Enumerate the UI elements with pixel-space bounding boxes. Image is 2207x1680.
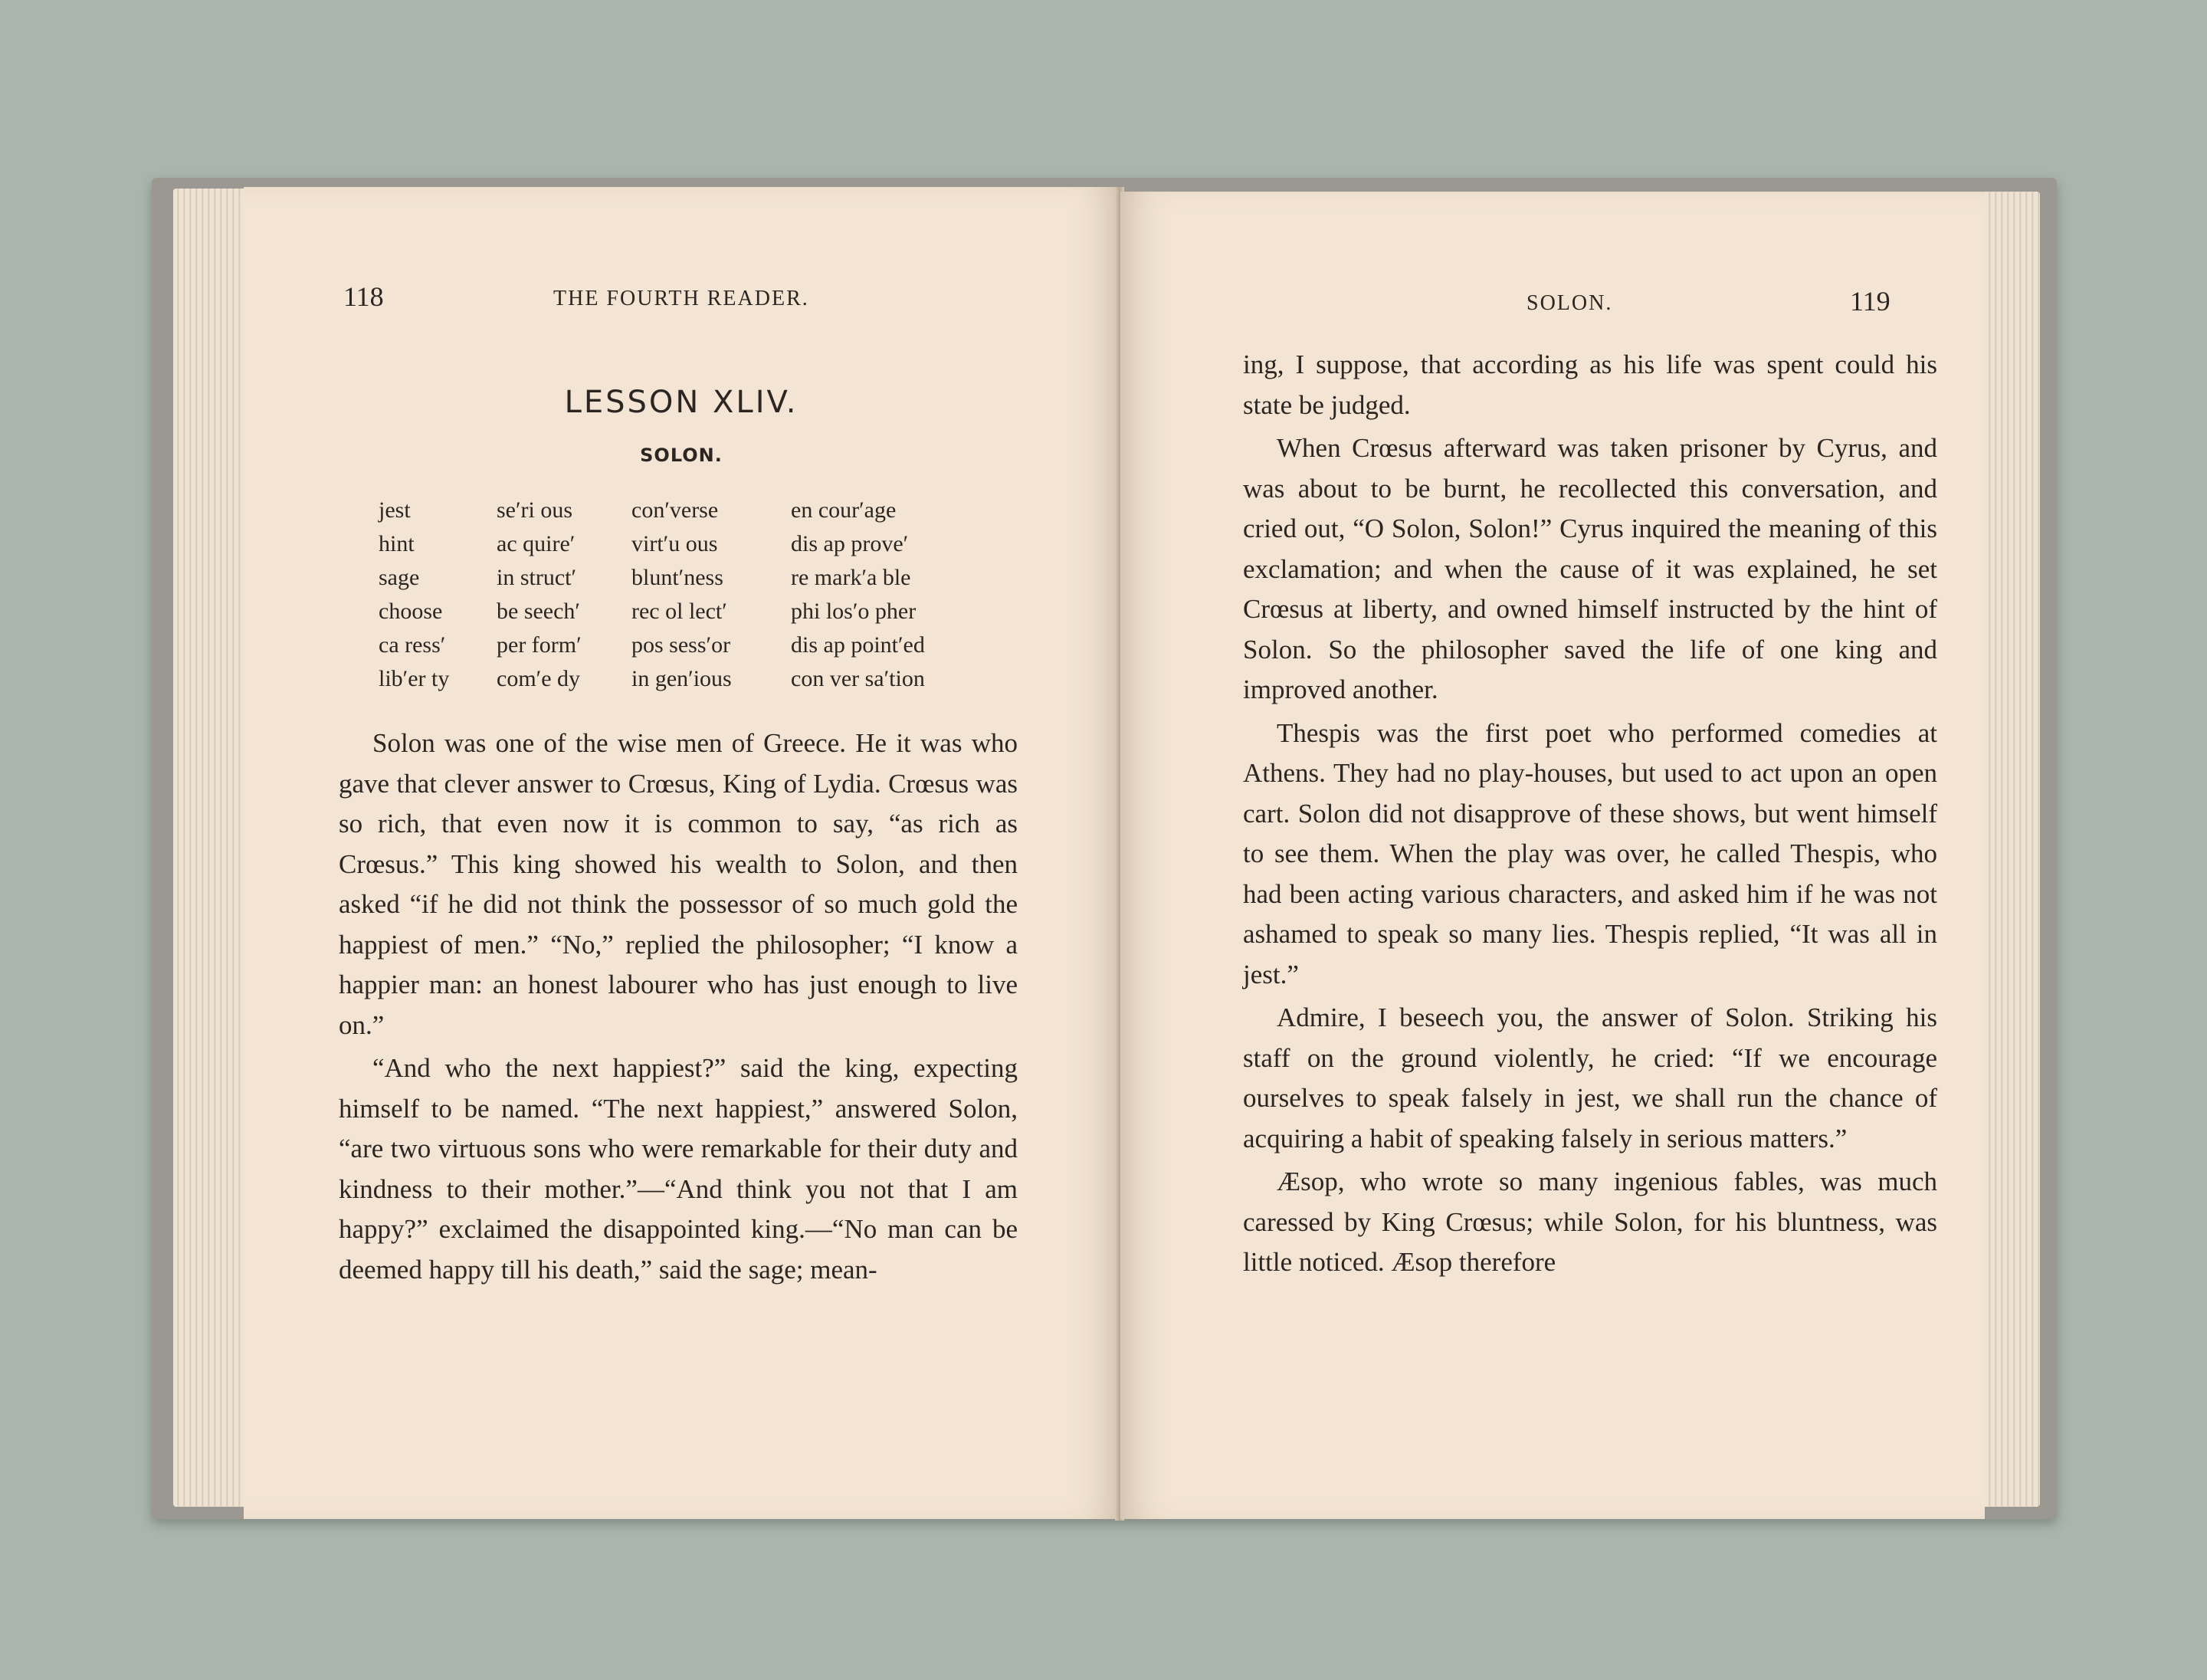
paragraph: “And who the next happiest?” said the king, expecting himself to be named. “The next happiest,” answered Solon, “are two virtuous sons who were remarkable for their duty and kindness to their mother.”—“And think you not that I am happy?” exclaimed the disappointed king.—“No man can be deemed happy till his death,” said the sage; mean- (339, 1053, 1018, 1285)
page-number: 119 (1850, 286, 1891, 317)
vocab-column (631, 494, 791, 696)
vocab-word: sage (379, 565, 420, 590)
vocab-word: ac quire′ (497, 531, 576, 556)
running-head: THE FOURTH READER. (553, 287, 809, 310)
vocab-word: phi los′o pher (791, 599, 917, 624)
vocab-word: dis ap prove′ (791, 531, 909, 556)
body-text (339, 724, 1018, 1293)
vocab-word: con ver sa′tion (791, 666, 925, 691)
left-page (244, 187, 1119, 1519)
running-head: SOLON. (1527, 291, 1613, 315)
paragraph: Thespis was the first poet who performed comedies at Athens. They had no play-houses, but used to act upon an open cart. Solon did not disapprove of these shows, but went himself to see them. When the play was over, he called Thespis, who had been acting various characters, and asked him if he was not ashamed to speak so many lies. Thespis replied, “It was all in jest.” (1243, 717, 1937, 989)
vocab-word: in gen′ious (631, 666, 732, 691)
lesson-subtitle: SOLON. (640, 445, 723, 466)
vocab-word: jest (379, 497, 411, 523)
vocab-word: hint (379, 531, 415, 556)
vocab-word: dis ap point′ed (791, 632, 925, 658)
paragraph: Solon was one of the wise men of Greece. He it was who gave that clever answer to Crœsus, King of Lydia. Crœsus was so rich, that even now it is common to say, “as rich as Crœsus.” This king showed his wealth to Solon, and then asked “if he did not think the possessor of so much gold the happiest of men.” “No,” replied the philosopher; “I know a happier man: an honest labourer who has just enough to live on.” (339, 728, 1018, 1040)
vocab-column (497, 494, 631, 696)
right-page (1120, 192, 1985, 1519)
body-text (1243, 345, 1937, 1286)
vocab-word: pos sess′or (631, 632, 731, 658)
vocab-word: blunt′ness (631, 565, 723, 590)
vocab-word: con′verse (631, 497, 719, 523)
vocab-word: choose (379, 599, 443, 624)
paragraph: ing, I suppose, that according as his life was spent could his state be judged. (1243, 349, 1937, 420)
vocab-word: ca ress′ (379, 632, 446, 658)
vocab-word: per form′ (497, 632, 582, 658)
vocab-word: be seech′ (497, 599, 580, 624)
vocab-word: in struct′ (497, 565, 577, 590)
paragraph: Admire, I beseech you, the answer of Solon. Striking his staff on the ground violently, he cried: “If we encourage ourselves to speak falsely in jest, we shall run the chance of acquiring a habit of speaking falsely in serious matters.” (1243, 1002, 1937, 1153)
vocab-word: en cour′age (791, 497, 897, 523)
vocab-column (791, 494, 982, 696)
paragraph: Æsop, who wrote so many ingenious fables, was much caressed by King Crœsus; while Solon, for his bluntness, was little noticed. Æsop therefore (1243, 1166, 1937, 1277)
paragraph: When Crœsus afterward was taken prisoner by Cyrus, and was about to be burnt, he recollected this conversation, and cried out, “O Solon, Solon!” Cyrus inquired the meaning of this exclamation; and when the cause of it was explained, he set Crœsus at liberty, and owned himself instructed by the hint of Solon. So the philosopher saved the life of one king and improved another. (1243, 433, 1937, 704)
vocabulary-table (379, 494, 982, 696)
vocab-word: lib′er ty (379, 666, 450, 691)
lesson-title: LESSON XLIV. (564, 385, 799, 420)
vocab-word: rec ol lect′ (631, 599, 727, 624)
vocab-word: com′e dy (497, 666, 581, 691)
vocab-word: virt′u ous (631, 531, 718, 556)
vocab-column (379, 494, 497, 696)
vocab-word: re mark′a ble (791, 565, 911, 590)
vocab-word: se′ri ous (497, 497, 573, 523)
page-number: 118 (343, 281, 384, 312)
